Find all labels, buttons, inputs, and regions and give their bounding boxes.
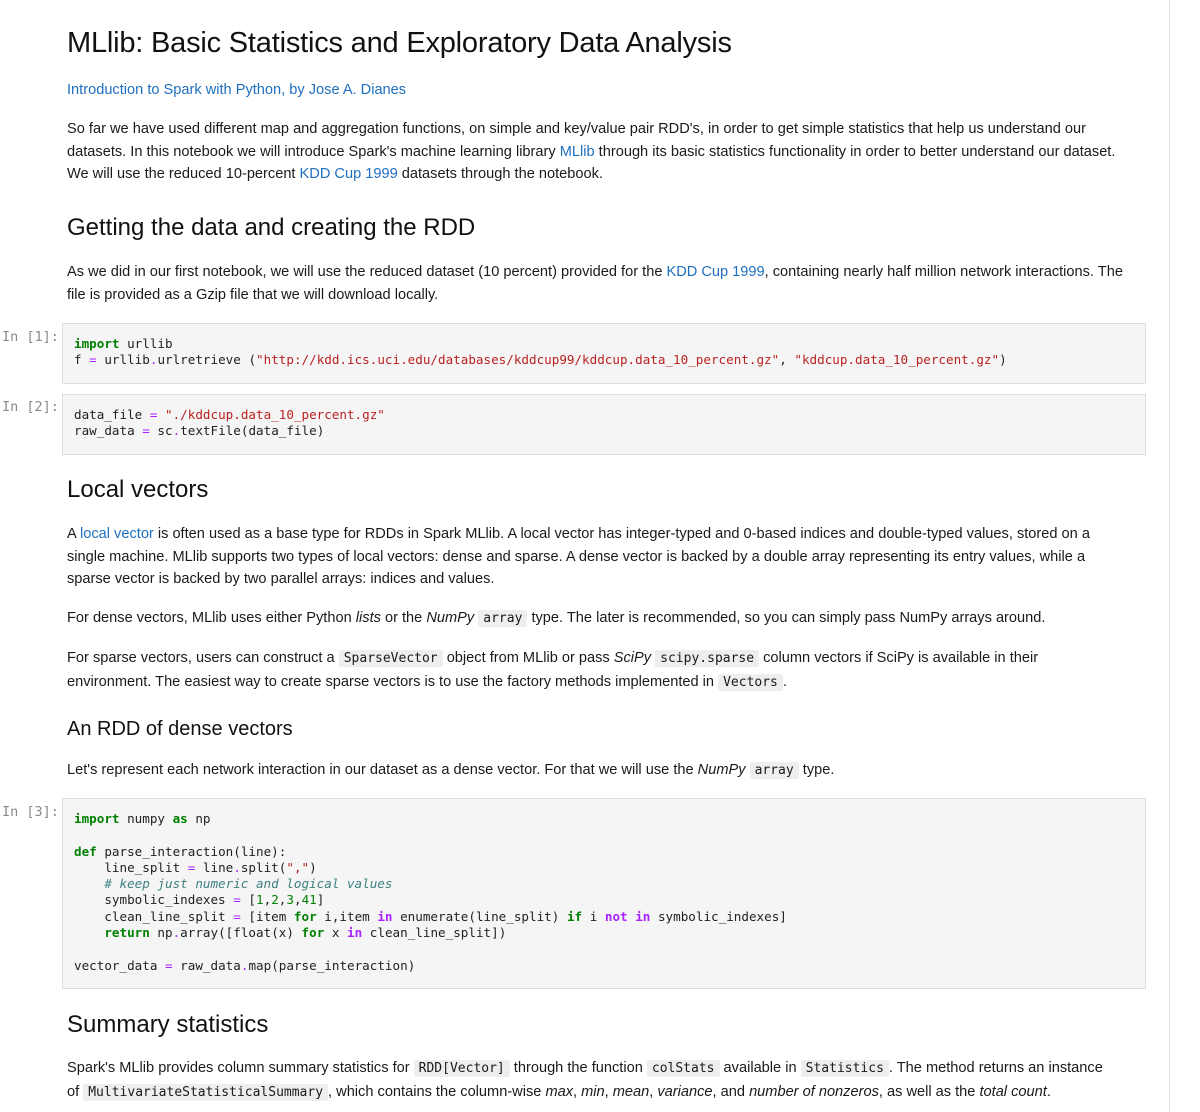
page-title: MLlib: Basic Statistics and Exploratory Data Analysis: [67, 27, 732, 59]
code-token: split: [240, 859, 279, 875]
intro-text: datasets through the notebook.: [397, 166, 603, 182]
paragraph-emphasis: total count: [979, 1083, 1047, 1100]
paragraph-text: is often used as a base type for RDDs in Spark MLlib. A local vector has integer-typed and 0-based indices and double-typed values, stored on a: [153, 526, 1090, 542]
code-token: ): [309, 859, 317, 875]
code-token: .: [172, 925, 181, 941]
paragraph-emphasis: mean: [612, 1083, 650, 1100]
paragraph-text: Spark's MLlib provides column summary statistics for: [67, 1060, 414, 1076]
code-token: not: [604, 908, 628, 924]
code-token: ): [286, 925, 302, 941]
code-token: ): [407, 957, 416, 973]
paragraph-text: object from MLlib or pass: [442, 650, 614, 666]
paragraph-line: file is provided as a Gzip file that we will download locally.: [67, 286, 439, 303]
paragraph-line: [67, 261, 1147, 284]
code-cell-2[interactable]: [62, 394, 1146, 455]
code-token: .: [172, 423, 181, 439]
code-token: in: [635, 908, 651, 924]
code-token: line: [240, 843, 272, 859]
code-token: clean_line_split: [362, 925, 492, 941]
paragraph-text: , which contains the column-wise: [328, 1083, 546, 1100]
code-token: as: [172, 811, 188, 826]
code-token: ([: [218, 925, 234, 941]
code-token: ):: [271, 843, 287, 859]
code-token: (: [468, 908, 476, 924]
intro-line-3: [67, 163, 1147, 186]
getting-data-paragraph: [67, 261, 1147, 306]
code-token: numpy: [119, 811, 173, 826]
paragraph-line: [67, 647, 1147, 671]
intro-text: through its basic statistics functionality in order to better understand our dataset.: [594, 143, 1116, 160]
code-token: symbolic_indexes: [74, 892, 234, 908]
summary-statistics-paragraph: [67, 1057, 1147, 1104]
cell-prompt: In [1]:: [2, 329, 59, 345]
code-token: line: [195, 859, 234, 875]
paragraph-text: , and: [712, 1083, 750, 1100]
paragraph-text: or the: [380, 610, 427, 626]
code-token: np: [149, 925, 173, 941]
kdd-cup-link[interactable]: KDD Cup 1999: [299, 166, 398, 182]
code-token: for: [301, 925, 325, 941]
paragraph-text: , as well as the: [878, 1083, 980, 1100]
code-token: (: [271, 925, 279, 941]
code-token: clean_line_split: [74, 908, 234, 924]
code-token: in: [377, 908, 393, 924]
inline-code: array: [478, 610, 527, 627]
code-comment: # keep just numeric and logical values: [74, 876, 393, 892]
paragraph-text: As we did in our first notebook, we will use the reduced dataset (10 percent) provided for the: [67, 264, 667, 280]
code-token: 1: [256, 892, 264, 908]
code-token: ]: [779, 908, 787, 924]
section-heading-rdd-dense-vectors: An RDD of dense vectors: [67, 718, 293, 740]
code-token: parse_interaction: [278, 957, 408, 973]
code-token: (: [233, 843, 241, 859]
paragraph-emphasis: number of nonzeros: [749, 1083, 879, 1100]
code-token: [: [240, 908, 256, 924]
code-token: x: [278, 925, 287, 941]
local-vectors-paragraph: [67, 523, 1147, 591]
code-token: =: [89, 352, 97, 368]
paragraph-text: For dense vectors, MLlib uses either Python: [67, 610, 356, 626]
code-token: line_split: [74, 859, 188, 875]
code-token: urllib: [96, 352, 150, 368]
inline-code: scipy.sparse: [655, 650, 759, 667]
paragraph-text: [746, 762, 750, 778]
code-cell-1[interactable]: [62, 323, 1146, 384]
code-token: in: [347, 925, 363, 941]
paragraph-text: Let's represent each network interaction in our dataset as a dense vector. For that we will use the: [67, 762, 698, 778]
intro-text: datasets. In this notebook we will introduce Spark's machine learning library: [67, 143, 560, 160]
code-token: ,: [263, 892, 272, 908]
code-token: ): [551, 908, 567, 924]
inline-code: MultivariateStatisticalSummary: [83, 1084, 328, 1101]
code-token: (: [271, 957, 279, 973]
code-token: sc: [149, 423, 173, 439]
paragraph-emphasis: max: [545, 1083, 574, 1100]
code-token: import: [74, 811, 120, 826]
code-token: parse_interaction: [96, 843, 234, 859]
code-token: .: [233, 859, 241, 875]
paragraph-line: single machine. MLlib supports two types of local vectors: dense and sparse. A dense vector is backed by a double array representing its entry values, while a: [67, 548, 1086, 565]
code-token: "./kddcup.data_10_percent.gz": [157, 407, 385, 422]
code-token: array: [180, 925, 219, 941]
code-token: import: [74, 336, 120, 351]
paragraph-text: A: [67, 526, 80, 542]
paragraph-text: ,: [604, 1083, 613, 1100]
code-token: (: [240, 423, 249, 439]
cell-prompt: In [2]:: [2, 399, 59, 415]
code-token: x: [324, 925, 348, 941]
code-token: =: [149, 407, 158, 422]
paragraph-text: , containing nearly half million network interactions. The: [764, 264, 1123, 280]
code-token: data_file: [74, 407, 150, 422]
intro-paragraph: [67, 118, 1147, 186]
inline-code: colStats: [647, 1060, 720, 1077]
local-vector-link[interactable]: local vector: [79, 526, 154, 542]
paragraph-text: ,: [649, 1083, 658, 1100]
paragraph-emphasis: lists: [355, 610, 381, 626]
code-token: =: [142, 423, 150, 439]
code-input[interactable]: [74, 336, 1007, 369]
paragraph-emphasis: NumPy: [697, 762, 746, 778]
intro-text: We will use the reduced 10-percent: [67, 166, 300, 182]
code-token: 41: [301, 892, 317, 908]
paragraph-line: [67, 671, 1147, 695]
code-token: ",": [286, 859, 310, 875]
code-token: textFile: [180, 423, 241, 439]
section-heading-local-vectors: Local vectors: [67, 476, 209, 503]
code-token: if: [566, 908, 583, 924]
section-heading-getting-data: Getting the data and creating the RDD: [67, 214, 476, 241]
paragraph-line: sparse vector is backed by two parallel arrays: indices and values.: [67, 571, 495, 587]
code-token: return: [74, 925, 150, 941]
paragraph-text: .: [1046, 1083, 1051, 1100]
code-token: enumerate: [392, 908, 469, 924]
paragraph-text: type.: [798, 762, 835, 778]
intro-line-1: So far we have used different map and aggregation functions, on simple and key/value pair RDD's, in order to get simple statistics that help us understand our: [67, 121, 1086, 137]
paragraph-emphasis: SciPy: [613, 650, 652, 666]
paragraph-text: type. The later is recommended, so you can simply pass NumPy arrays around.: [527, 610, 1046, 626]
code-input[interactable]: [74, 811, 787, 974]
code-token: raw_data: [74, 423, 143, 439]
code-token: line_split: [475, 908, 552, 924]
paragraph-text: environment. The easiest way to create sparse vectors is to use the factory methods implemented in: [67, 673, 719, 690]
cell-prompt: In [3]:: [2, 804, 59, 820]
paragraph-text: For sparse vectors, users can construct a: [67, 650, 339, 666]
code-token: (: [248, 352, 257, 368]
code-token: .: [149, 352, 158, 368]
code-token: i: [582, 908, 605, 924]
code-token: 3: [286, 892, 294, 908]
code-token: ]): [491, 925, 507, 941]
paragraph-text: through the function: [509, 1060, 647, 1076]
mllib-link[interactable]: MLlib: [559, 143, 595, 160]
code-token: map: [248, 957, 272, 973]
code-token: for: [293, 908, 317, 924]
paragraph-text: available in: [719, 1060, 801, 1076]
paragraph-emphasis: variance: [657, 1083, 713, 1100]
code-token: 2: [271, 892, 279, 908]
code-token: np: [187, 811, 211, 826]
inline-code: SparseVector: [339, 650, 443, 667]
paragraph-text: . The method returns an instance: [888, 1060, 1103, 1076]
code-token: data_file: [248, 423, 317, 439]
sparse-vectors-paragraph: [67, 647, 1147, 694]
paragraph-line: [67, 1057, 1147, 1081]
vertical-scrollbar[interactable]: [1169, 0, 1200, 1112]
code-token: =: [187, 859, 196, 875]
code-token: ): [999, 352, 1007, 368]
code-token: f: [74, 352, 90, 368]
intro-line-2: [67, 141, 1147, 164]
code-token: (: [278, 859, 287, 875]
code-token: .: [240, 957, 249, 973]
paragraph-line: [67, 523, 1147, 546]
code-token: float: [233, 925, 272, 941]
code-token: [: [240, 892, 256, 908]
rdd-dense-paragraph: [67, 759, 1147, 783]
dense-vectors-paragraph: [67, 607, 1147, 631]
inline-code: Statistics: [801, 1060, 889, 1077]
code-cell-3[interactable]: [62, 798, 1146, 989]
code-token: raw_data: [172, 957, 241, 973]
code-token: item: [256, 908, 294, 924]
code-token: ]: [316, 892, 325, 908]
inline-code: array: [750, 762, 799, 779]
inline-code: Vectors: [718, 674, 783, 691]
kdd-cup-link[interactable]: KDD Cup 1999: [666, 264, 765, 280]
code-token: ,: [293, 892, 302, 908]
code-token: =: [233, 892, 241, 908]
code-token: =: [165, 957, 173, 973]
section-heading-summary-statistics: Summary statistics: [67, 1011, 269, 1038]
paragraph-text: column vectors if SciPy is available in their: [759, 650, 1039, 666]
code-input[interactable]: [74, 407, 385, 440]
code-token: =: [233, 908, 241, 924]
code-token: symbolic_indexes: [650, 908, 780, 924]
paragraph-line: [67, 1081, 1147, 1105]
paragraph-text: .: [782, 673, 787, 690]
code-token: ,: [779, 352, 795, 368]
code-token: urllib: [119, 336, 173, 351]
paragraph-emphasis: NumPy: [426, 610, 475, 626]
code-token: ): [316, 423, 325, 439]
paragraph-text: ,: [573, 1083, 582, 1100]
code-token: vector_data: [74, 957, 165, 973]
paragraph-emphasis: min: [581, 1083, 605, 1100]
code-token: i,item: [316, 908, 378, 924]
code-token: "http://kdd.ics.uci.edu/databases/kddcup99/kddcup.data_10_percent.gz": [256, 352, 780, 368]
code-token: urlretrieve: [157, 352, 249, 368]
code-token: ,: [278, 892, 287, 908]
code-token: def: [74, 843, 97, 859]
inline-code: RDD[Vector]: [414, 1060, 510, 1077]
code-token: "kddcup.data_10_percent.gz": [794, 352, 1000, 368]
paragraph-text: of: [67, 1083, 84, 1100]
author-link[interactable]: Introduction to Spark with Python, by Jose A. Dianes: [67, 82, 407, 98]
